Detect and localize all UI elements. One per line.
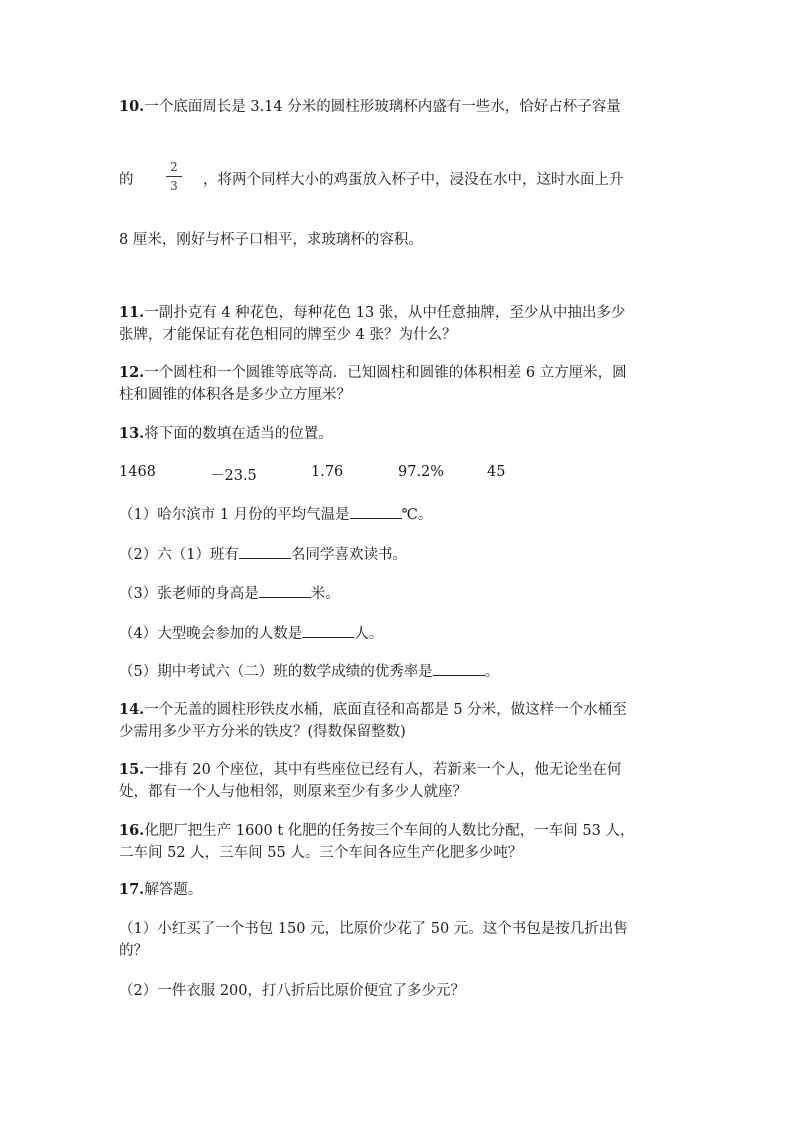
q16-line2: 二车间 52 人，三车间 55 人。三个车间各应生产化肥多少吨？ [119, 845, 523, 861]
q13-item-unit: ℃。 [401, 507, 433, 523]
q12-number: 12. [119, 364, 145, 381]
q14-line2: 少需用多少平方分米的铁皮？(得数保留整数) [119, 724, 406, 740]
q13-item-1 [119, 503, 432, 524]
q16-text-1: 化肥厂把生产 1600 t 化肥的任务按三个车间的人数比分配，一车间 53 人， [144, 823, 635, 839]
q15-number: 15. [119, 761, 145, 778]
q17-title: 解答题。 [144, 882, 203, 898]
q10-number: 10. [119, 98, 145, 115]
q13-number: 13. [119, 425, 145, 442]
fraction-bar [166, 176, 182, 177]
q10-line2-suffix: ，将两个同样大小的鸡蛋放入杯子中，浸没在水中，这时水面上升 [203, 172, 624, 188]
answer-blank[interactable] [302, 625, 354, 638]
answer-blank[interactable] [433, 663, 485, 676]
q16-line1 [119, 820, 693, 842]
q11-number: 11. [119, 304, 145, 321]
q13-item-unit: 。 [484, 664, 500, 680]
q13-item-unit: 米。 [310, 586, 340, 602]
q13-value: －23.5 [210, 468, 257, 484]
q14-text-1: 一个无盖的圆柱形铁皮水桶，底面直径和高都是 5 分米，做这样一个水桶至 [144, 702, 627, 718]
q13-value: 1.76 [311, 464, 344, 480]
q10-line2-prefix: 的 [119, 172, 134, 188]
q13-value: 45 [487, 464, 506, 480]
answer-blank[interactable] [350, 506, 402, 519]
q11-line1 [119, 302, 693, 324]
q17-number: 17. [119, 881, 145, 898]
q10-fraction [164, 160, 184, 193]
q13-item-text: （2）六（1）班有 [119, 547, 239, 563]
q17-item-1-line2: 的？ [119, 943, 148, 959]
q17-item-2: （2）一件衣服 200，打八折后比原价便宜了多少元？ [119, 983, 466, 999]
q11-line2: 张牌，才能保证有花色相同的牌至少 4 张？为什么？ [119, 327, 457, 343]
q13-item-text: （4）大型晚会参加的人数是 [119, 626, 303, 642]
q13-item-unit: 人。 [354, 626, 384, 642]
answer-blank[interactable] [259, 585, 311, 598]
q12-text-1: 一个圆柱和一个圆锥等底等高．已知圆柱和圆锥的体积相差 6 立方厘米，圆 [144, 365, 627, 381]
q13-title: 将下面的数填在适当的位置。 [144, 426, 333, 442]
q14-line1 [119, 699, 693, 721]
q15-text-1: 一排有 20 个座位，其中有些座位已经有人，若新来一个人，他无论坐在何 [144, 762, 622, 778]
q13-title-line [119, 423, 693, 445]
q17-item-1-line1: （1）小红买了一个书包 150 元，比原价少花了 50 元。这个书包是按几折出售 [119, 921, 628, 937]
q13-item-text: （3）张老师的身高是 [119, 586, 259, 602]
q17-title-line [119, 879, 693, 901]
q12-line1 [119, 362, 693, 384]
q10-text-1: 一个底面周长是 3.14 分米的圆柱形玻璃杯内盛有一些水，恰好占杯子容量 [144, 99, 621, 115]
fraction-numerator: 2 [170, 160, 178, 174]
q13-item-5 [119, 660, 499, 681]
q14-number: 14. [119, 701, 145, 718]
q13-item-3 [119, 582, 340, 603]
answer-blank[interactable] [239, 546, 291, 559]
q13-item-2 [119, 543, 407, 564]
q15-line2: 处，都有一个人与他相邻，则原来至少有多少人就座？ [119, 784, 467, 800]
q15-line1 [119, 759, 693, 781]
q10-line3: 8 厘米，刚好与杯子口相平，求玻璃杯的容积。 [119, 232, 423, 248]
q13-item-4 [119, 622, 383, 643]
q13-value: 1468 [119, 464, 156, 480]
q13-item-unit: 名同学喜欢读书。 [290, 547, 407, 563]
q11-text-1: 一副扑克有 4 种花色，每种花色 13 张，从中任意抽牌，至少从中抽出多少 [144, 305, 626, 321]
fraction-denominator: 3 [170, 179, 178, 193]
q13-value: 97.2% [398, 464, 445, 480]
q13-item-text: （5）期中考试六（二）班的数学成绩的优秀率是 [119, 664, 433, 680]
q12-line2: 柱和圆锥的体积各是多少立方厘米？ [119, 387, 351, 403]
q16-number: 16. [119, 822, 145, 839]
q13-item-text: （1）哈尔滨市 1 月份的平均气温是 [119, 507, 350, 523]
q10-line1 [119, 96, 693, 118]
